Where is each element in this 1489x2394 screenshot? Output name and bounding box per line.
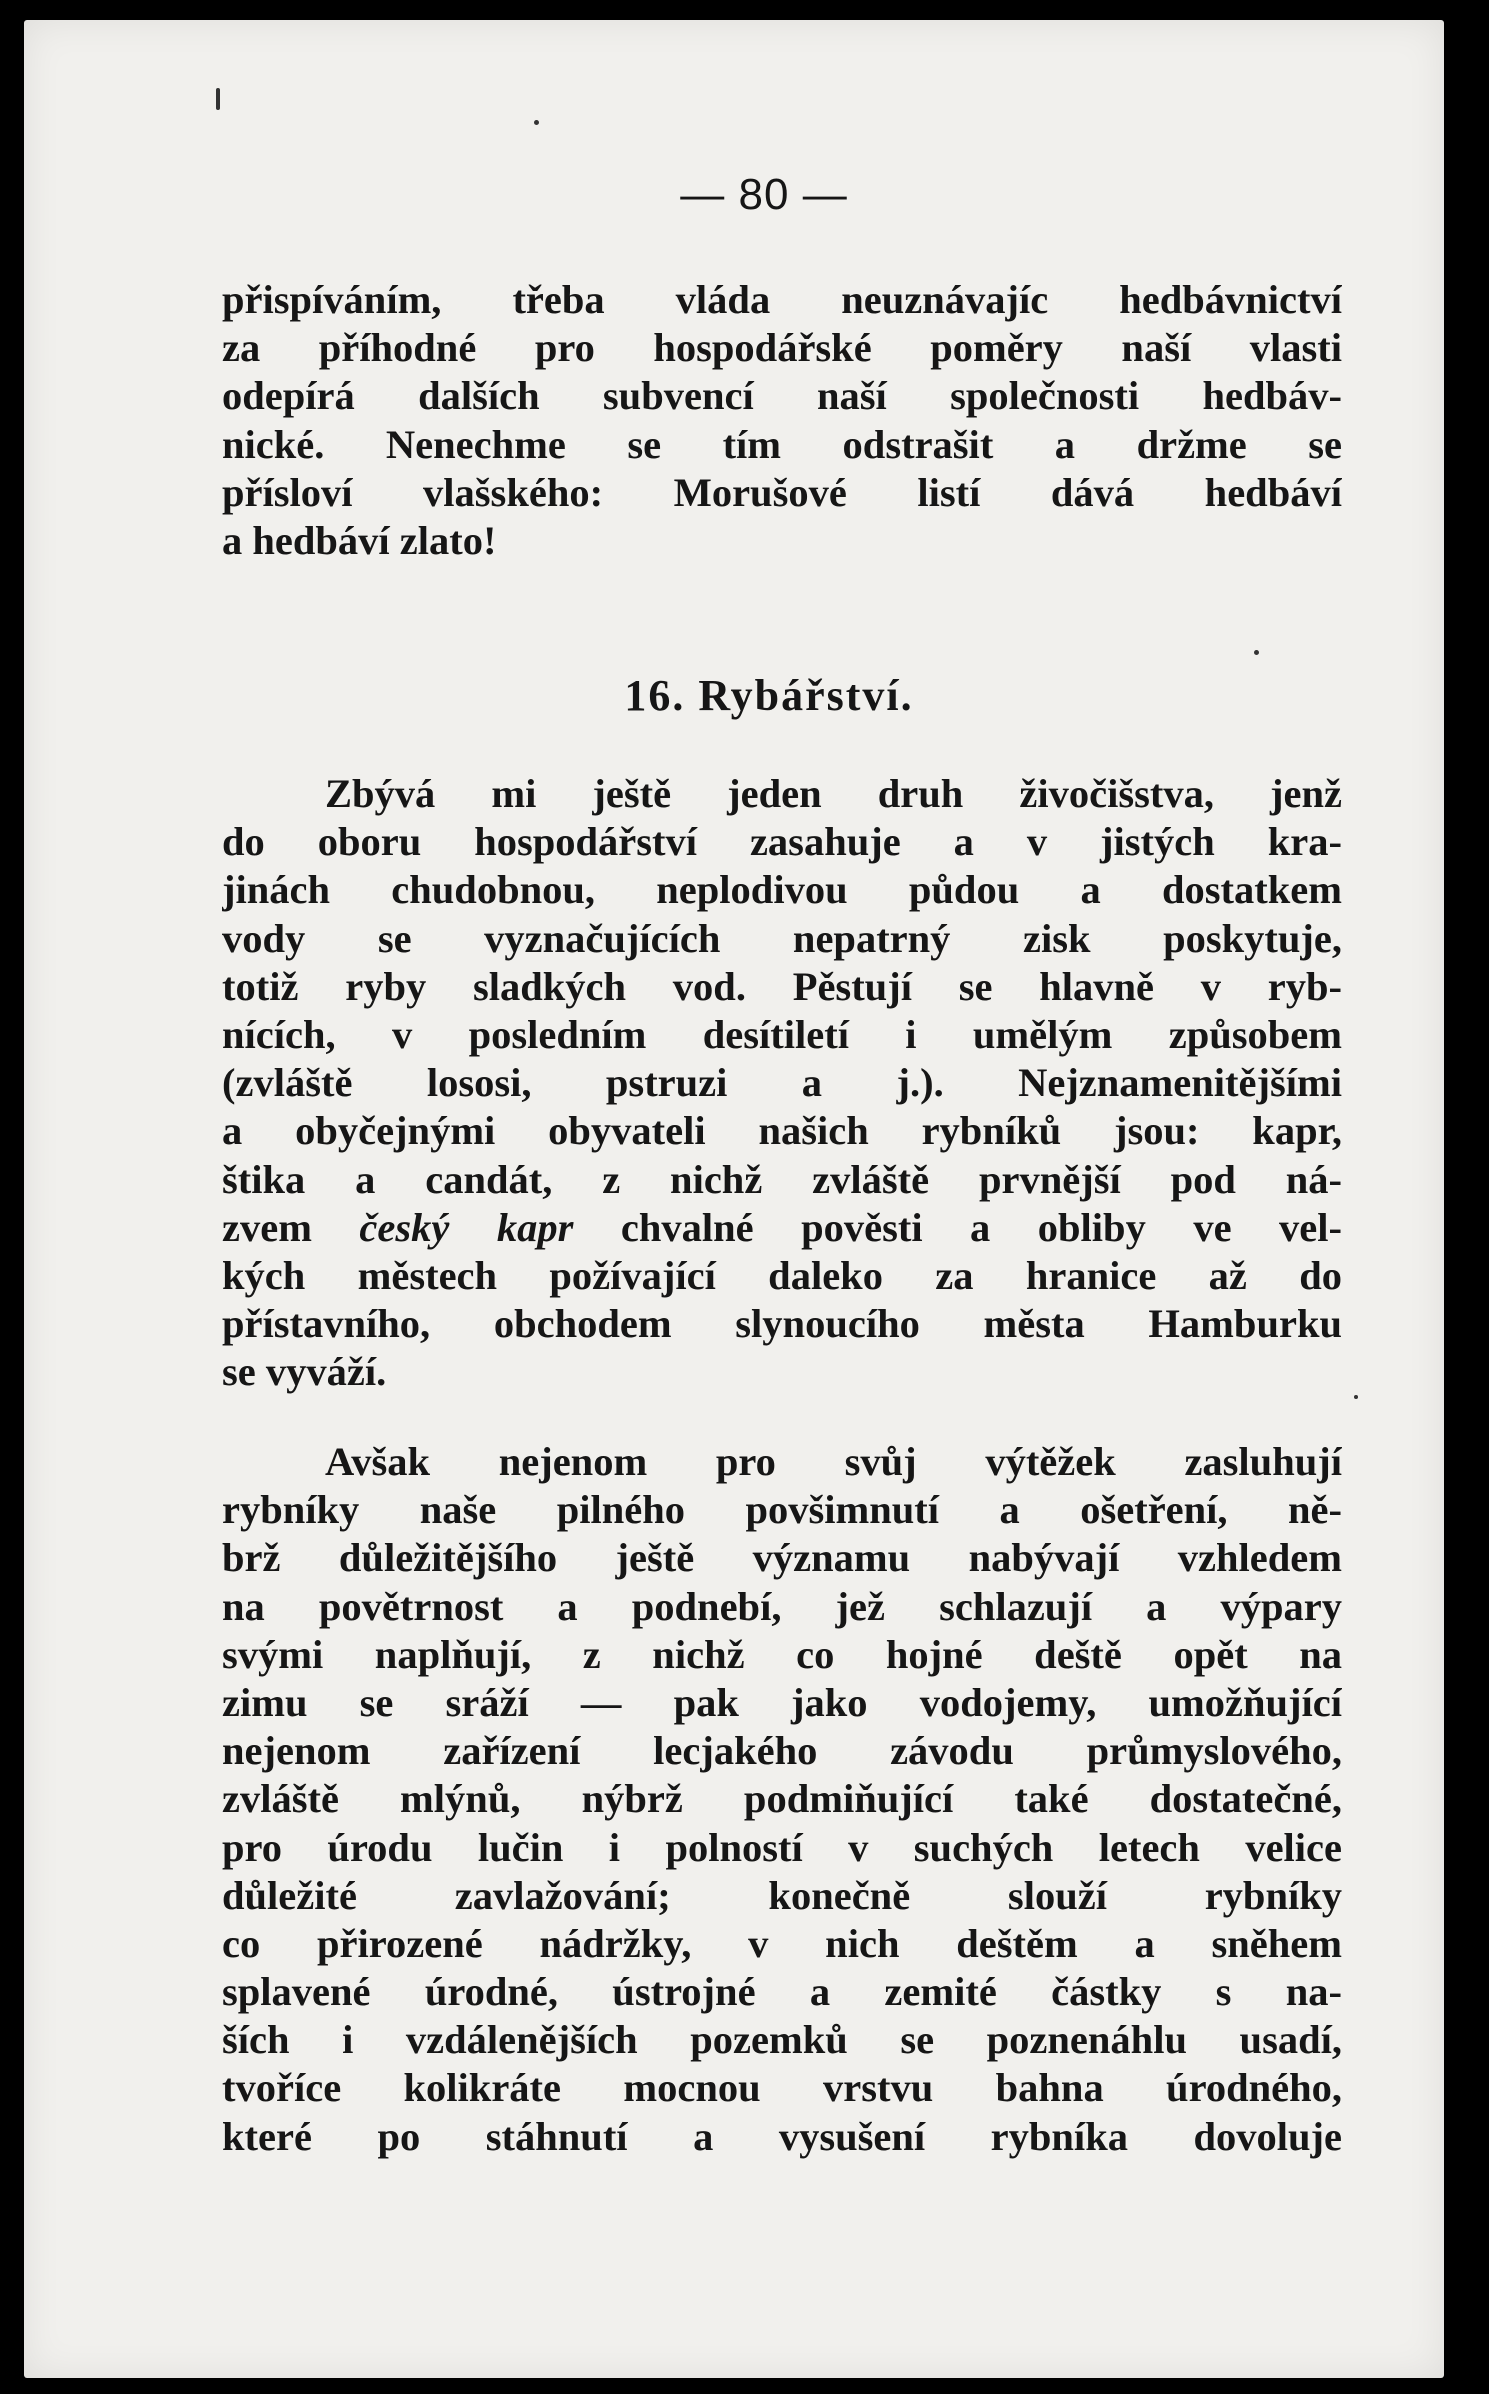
ink-speck: [216, 88, 220, 110]
ink-speck: [1254, 650, 1259, 655]
text-line: jinách chudobnou, neplodivou půdou a dostatkem: [222, 867, 1342, 913]
text-line: důležité zavlažování; konečně slouží rybníky: [222, 1872, 1342, 1918]
ink-speck: [1354, 1395, 1358, 1399]
text-line: rybníky naše pilného povšimnutí a ošetření, ně-: [222, 1487, 1342, 1533]
text-line: splavené úrodné, ústrojné a zemité částky s na-: [222, 1969, 1342, 2015]
text-line: (zvláště lososi, pstruzi a j.). Nejznamenitějšími: [222, 1060, 1342, 1106]
text-line: a obyčejnými obyvateli našich rybníků jsou: kapr,: [222, 1108, 1342, 1154]
text-line: do oboru hospodářství zasahuje a v jistých kra-: [222, 819, 1342, 865]
text-line: kých městech požívající daleko za hranice až do: [222, 1252, 1342, 1298]
text-line: Zbývá mi ještě jeden druh živočišstva, jenž: [325, 771, 1342, 816]
page-number: — 80 —: [680, 170, 848, 219]
text-line: svými naplňují, z nichž co hojné deště opět na: [222, 1631, 1342, 1677]
text-line: nické. Nenechme se tím odstrašit a držme se: [222, 421, 1342, 467]
text-line: zvem český kapr chvalné pověsti a obliby ve vel-: [222, 1204, 1342, 1250]
text-line: se vyváží.: [222, 1349, 387, 1395]
text-line: Avšak nejenom pro svůj výtěžek zasluhují: [325, 1439, 1342, 1484]
text-line: tvoříce kolikráte mocnou vrstvu bahna úrodného,: [222, 2065, 1342, 2111]
text-line: za příhodné pro hospodářské poměry naší vlasti: [222, 325, 1342, 371]
paragraph-1: [222, 276, 1342, 565]
text-line: a hedbáví zlato!: [222, 517, 497, 563]
text-line: odepírá dalších subvencí naší společnosti hedbáv-: [222, 373, 1342, 419]
paragraph-2: [222, 770, 1342, 1396]
text-line: přísloví vlašského: Morušové listí dává hedbáví: [222, 469, 1342, 515]
text-line: nejenom zařízení lecjakého závodu průmyslového,: [222, 1728, 1342, 1774]
text-line: štika a candát, z nichž zvláště prvnější pod ná-: [222, 1156, 1342, 1202]
italic-phrase: český kapr: [359, 1204, 574, 1250]
text-line: vody se vyznačujících nepatrný zisk poskytuje,: [222, 915, 1342, 961]
text-line: zimu se sráží — pak jako vodojemy, umožňující: [222, 1679, 1342, 1725]
text-line: pro úrodu lučin i polností v suchých letech velice: [222, 1824, 1342, 1870]
text-line: přispíváním, třeba vláda neuznávajíc hedbávnictví: [222, 277, 1342, 322]
text-line: zvláště mlýnů, nýbrž podmiňující také dostatečné,: [222, 1776, 1342, 1822]
text-line: které po stáhnutí a vysušení rybníka dovoluje: [222, 2113, 1342, 2159]
text-line: na povětrnost a podnebí, jež schlazují a výpary: [222, 1583, 1342, 1629]
text-line: přístavního, obchodem slynoucího města Hamburku: [222, 1301, 1342, 1347]
book-page: [24, 20, 1444, 2378]
paragraph-3: [222, 1438, 1342, 2161]
section-heading: 16. Rybářství.: [624, 671, 914, 720]
text-line: nících, v posledním desítiletí i umělým způsobem: [222, 1011, 1342, 1057]
ink-speck: [534, 120, 539, 125]
text-line: brž důležitějšího ještě významu nabývají vzhledem: [222, 1535, 1342, 1581]
text-line: co přirozené nádržky, v nich deštěm a sněhem: [222, 1920, 1342, 1966]
text-line: ších i vzdálenějších pozemků se poznenáhlu usadí,: [222, 2017, 1342, 2063]
text-line: totiž ryby sladkých vod. Pěstují se hlavně v ryb-: [222, 963, 1342, 1009]
